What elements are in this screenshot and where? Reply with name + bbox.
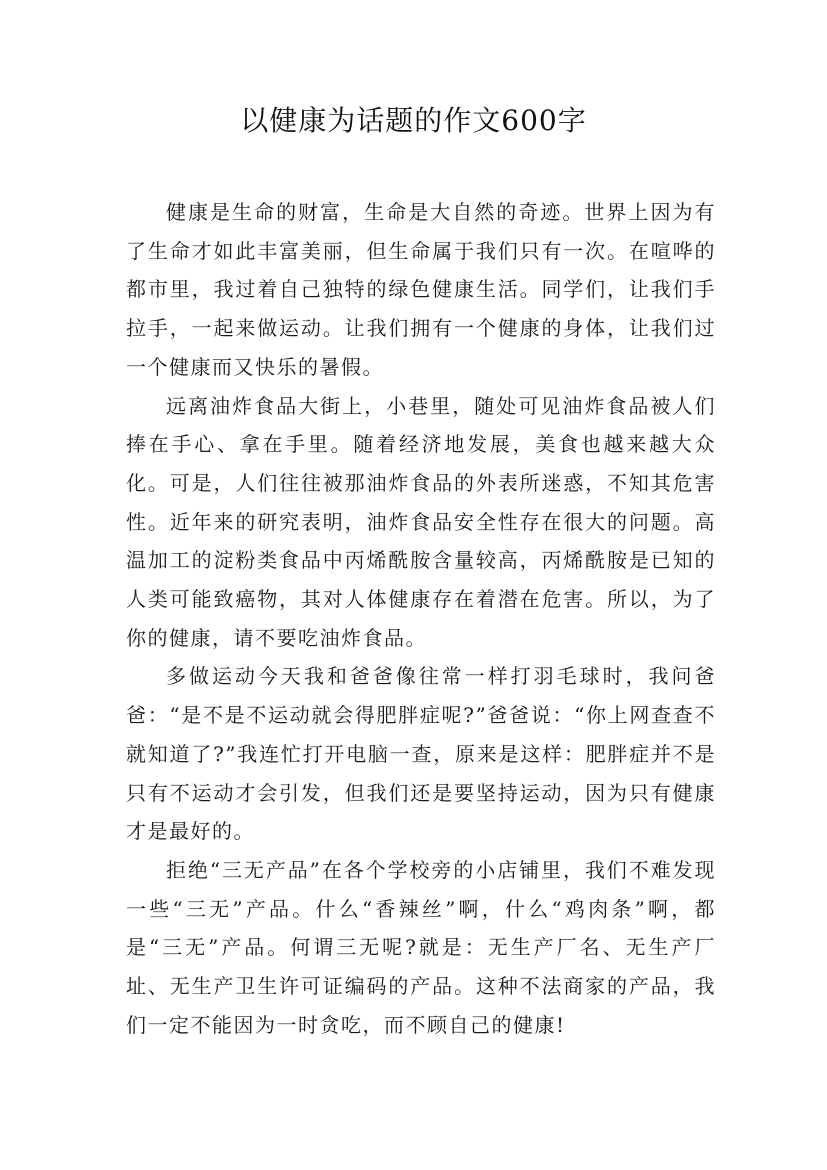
document-title: 以健康为话题的作文600字 bbox=[240, 104, 587, 137]
document-body bbox=[126, 193, 716, 1044]
paragraph-2: 远离油炸食品大街上，小巷里，随处可见油炸食品被人们捧在手心、拿在手里。随着经济地发展，美食也越来越大众化。可是，人们往往被那油炸食品的外表所迷惑，不知其危害性。近年来的研究表明，油炸食品安全性存在很大的问题。高温加工的淀粉类食品中丙烯酰胺含量较高，丙烯酰胺是已知的人类可能致癌物，其对人体健康存在着潜在危害。所以，为了你的健康，请不要吃油炸食品。 bbox=[126, 393, 716, 650]
paragraph-1: 健康是生命的财富，生命是大自然的奇迹。世界上因为有了生命才如此丰富美丽，但生命属于我们只有一次。在喧哗的都市里，我过着自己独特的绿色健康生活。同学们，让我们手拉手，一起来做运动。让我们拥有一个健康的身体，让我们过一个健康而又快乐的暑假。 bbox=[126, 200, 716, 379]
paragraph-4: 拒绝“三无产品”在各个学校旁的小店铺里，我们不难发现一些“三无”产品。什么“香辣丝”啊，什么“鸡肉条”啊，都是“三无”产品。何谓三无呢?就是：无生产厂名、无生产厂址、无生产卫生许可证编码的产品。这种不法商家的产品，我们一定不能因为一时贪吃，而不顾自己的健康! bbox=[126, 857, 716, 1037]
paragraph-3: 多做运动今天我和爸爸像往常一样打羽毛球时，我问爸爸：“是不是不运动就会得肥胖症呢?”爸爸说：“你上网查查不就知道了?”我连忙打开电脑一查，原来是这样：肥胖症并不是只有不运动才会引发，但我们还是要坚持运动，因为只有健康才是最好的。 bbox=[126, 664, 716, 844]
